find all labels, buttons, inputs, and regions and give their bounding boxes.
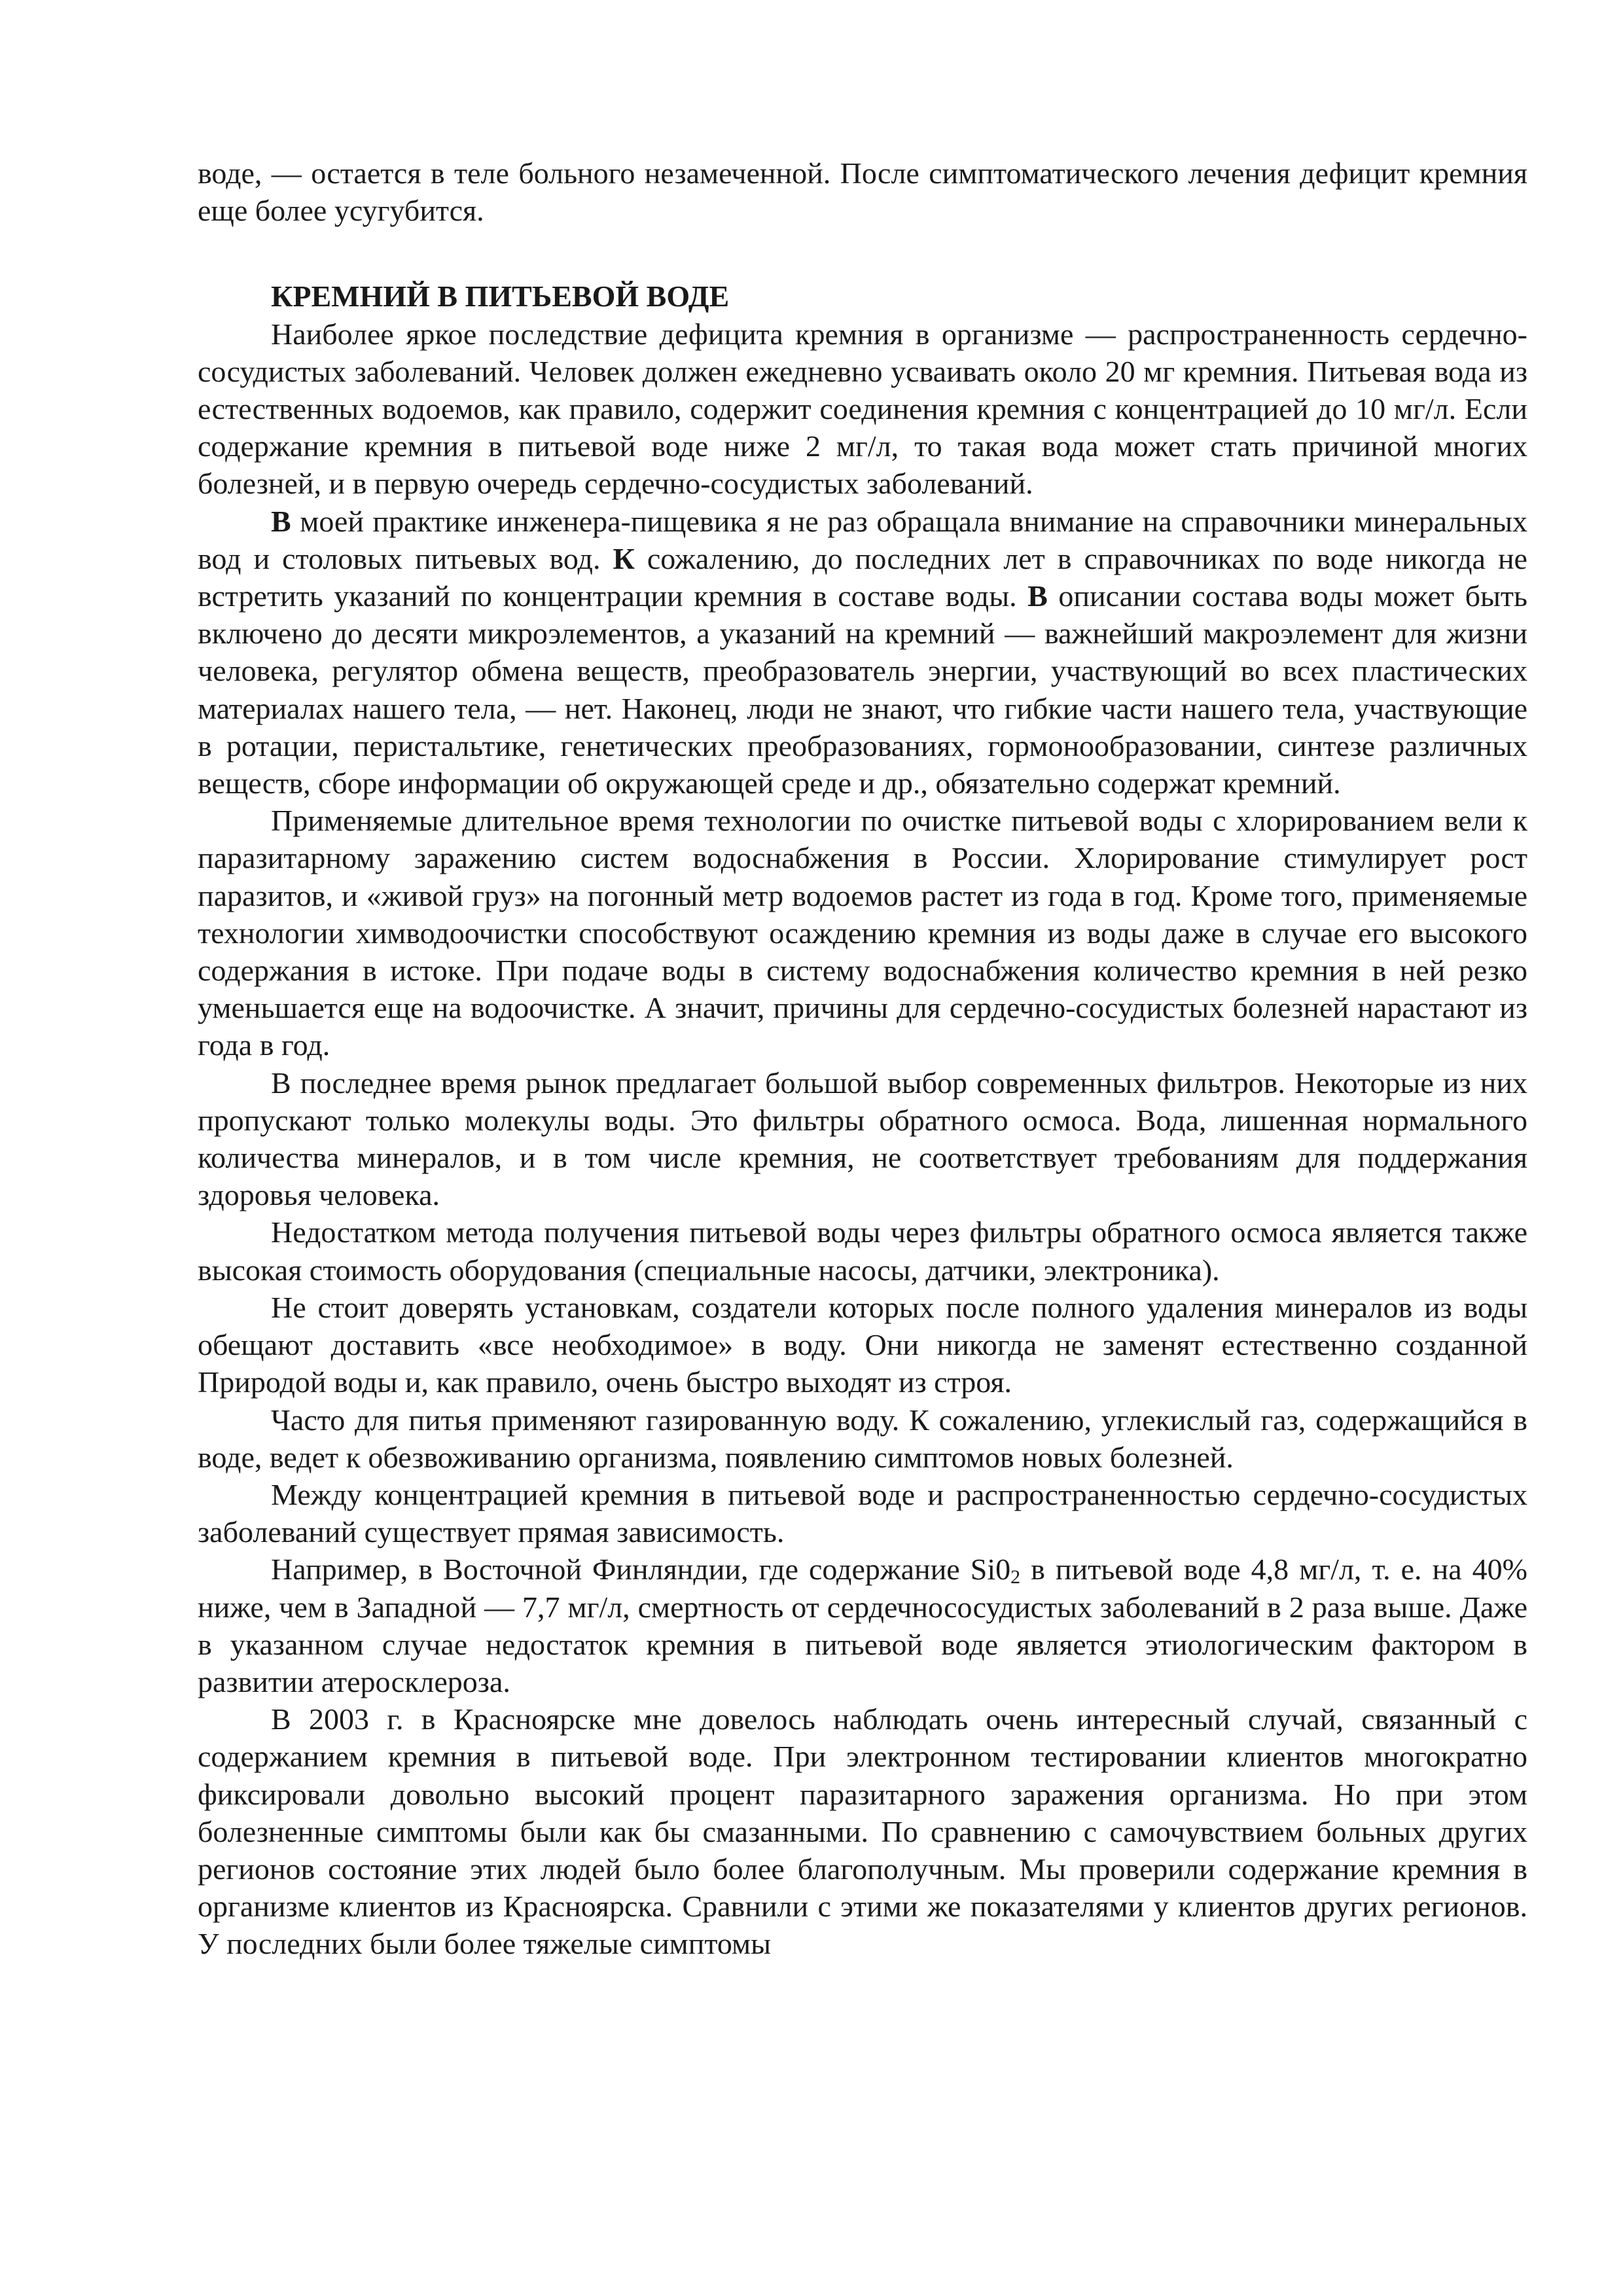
paragraph-9-text-2: в питьевой воде 4,8 мг/л, т. е. на 40% ниже, чем в Западной — 7,7 мг/л, смертность от сердечнососудистых заболеваний в 2 раза выше. Даже в указанном случае недостаток кремния в питьевой воде является этиологическим фактором в развитии атеросклероза. <box>198 1552 1527 1698</box>
paragraph-2-text-1: моей практике инженера-пищевика я не раз обращала внимание на справочники минеральных вод и столовых питьевых вод. <box>198 504 1527 575</box>
paragraph-6: Не стоит доверять установкам, создатели которых после полного удаления минералов из воды обещают доставить «все необходимое» в воду. Они никогда не заменят естественно созданной Природой воды и, как правило, очень быстро выходят из строя. <box>198 1290 1527 1399</box>
intro-paragraph: воде, — остается в теле больного незамеченной. После симптоматического лечения дефицит кремния еще более усугубится. <box>198 156 1527 228</box>
bold-initial: К <box>613 541 635 575</box>
paragraph-2-text-2: сожалению, до последних лет в справочниках по воде никогда не встретить указаний по концентрации кремния в составе воды. <box>198 541 1527 613</box>
paragraph-8: Между концентрацией кремния в питьевой воде и распространенностью сердечно-сосудистых заболеваний существует прямая зависимость. <box>198 1477 1527 1549</box>
paragraph-7: Часто для питья применяют газированную воду. К сожалению, углекислый газ, содержащийся в воде, ведет к обезвоживанию организма, появлению симптомов новых болезней. <box>198 1403 1527 1474</box>
paragraph-10: В 2003 г. в Красноярске мне довелось наблюдать очень интересный случай, связанный с содержанием кремния в питьевой воде. При электронном тестировании клиентов многократно фиксировали довольно высокий процент паразитарного заражения организма. Но при этом болезненные симптомы были как бы смазанными. По сравнению с самочувствием больных других регионов состояние этих людей было более благополучным. Мы проверили содержание кремния в организме клиентов из Красноярска. Сравнили с этими же показателями у клиентов других регионов. У последних были более тяжелые симптомы <box>198 1702 1527 1961</box>
subscript: 2 <box>1010 1566 1021 1588</box>
paragraph-9-text-1: Например, в Восточной Финляндии, где содержание Si0 <box>271 1552 1011 1587</box>
paragraph-3: Применяемые длительное время технологии по очистке питьевой воды с хлорированием вели к паразитарному заражению систем водоснабжения в России. Хлорирование стимулирует рост паразитов, и «живой груз» на погонный метр водоемов растет из года в год. Кроме того, применяемые технологии химводоочистки способствуют осаждению кремния из воды даже в случае его высокого содержания в истоке. При подаче воды в систему водоснабжения количество кремния в ней резко уменьшается еще на водоочистке. А значит, причины для сердечно-сосудистых болезней нарастают из года в год. <box>198 804 1527 1062</box>
paragraph-2-text-3: описании состава воды может быть включено до десяти микроэлементов, а указаний на кремний — важнейший макроэлемент для жизни человека, регулятор обмена веществ, преобразователь энергии, участвующий во всех пластических материалах нашего тела, — нет. Наконец, люди не знают, что гибкие части нашего тела, участвующие в ротации, перистальтике, генетических преобразованиях, гормонообразовании, синтезе различных веществ, сборе информации об окружающей среде и др., обязательно содержат кремний. <box>198 579 1527 800</box>
bold-initial: В <box>271 504 291 538</box>
paragraph-9 <box>198 1551 1527 1700</box>
document-page <box>198 154 1527 1963</box>
paragraph-2 <box>198 503 1527 802</box>
bold-initial: В <box>1027 579 1048 613</box>
paragraph-4: В последнее время рынок предлагает большой выбор современных фильтров. Некоторые из них пропускают только молекулы воды. Это фильтры обратного осмоса. Вода, лишенная нормального количества минералов, и в том числе кремния, не соответствует требованиям для поддержания здоровья человека. <box>198 1066 1527 1212</box>
paragraph-5: Недостатком метода получения питьевой воды через фильтры обратного осмоса является также высокая стоимость оборудования (специальные насосы, датчики, электроника). <box>198 1215 1527 1287</box>
section-heading: КРЕМНИЙ В ПИТЬЕВОЙ ВОДЕ <box>271 279 730 314</box>
paragraph-1: Наиболее яркое последствие дефицита кремния в организме — распространенность сердечно-сосудистых заболеваний. Человек должен ежедневно усваивать около 20 мг кремния. Питьевая вода из естественных водоемов, как правило, содержит соединения кремния с концентрацией до 10 мг/л. Если содержание кремния в питьевой воде ниже 2 мг/л, то такая вода может стать причиной многих болезней, и в первую очередь сердечно-сосудистых заболеваний. <box>198 317 1527 501</box>
